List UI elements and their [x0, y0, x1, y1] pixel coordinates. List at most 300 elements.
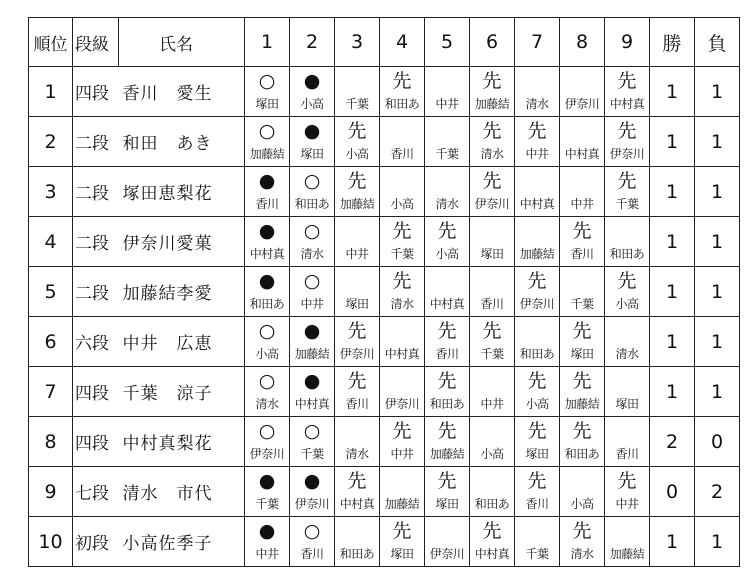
opponent-name: 香川: [480, 297, 504, 311]
round-cell: [290, 467, 335, 517]
opponent-name: 和田あ: [339, 547, 375, 561]
round-cell: [380, 217, 425, 267]
round-cell: [245, 267, 290, 317]
round-cell: [425, 517, 470, 567]
round-cell: [470, 267, 515, 317]
round-cell: [560, 517, 605, 567]
round-cell: [560, 167, 605, 217]
opponent-name: 中井: [435, 97, 459, 111]
result-mark: 先: [392, 520, 412, 542]
round-cell: [335, 167, 380, 217]
opponent-name: 伊奈川: [384, 397, 420, 411]
opponent-name: 香川: [435, 347, 459, 361]
opponent-name: 中村真: [474, 547, 510, 561]
result-mark: 先: [617, 170, 637, 192]
player-row: [29, 217, 740, 267]
opponent-name: 中井: [525, 147, 549, 161]
round-cell: [335, 467, 380, 517]
opponent-name: 中井: [570, 197, 594, 211]
round-cell: [380, 467, 425, 517]
result-mark: ○: [303, 520, 321, 542]
opponent-name: 伊奈川: [519, 297, 555, 311]
result-mark: ○: [258, 420, 276, 442]
result-mark: 先: [527, 120, 547, 142]
result-mark: ○: [303, 170, 321, 192]
player-row: [29, 167, 740, 217]
opponent-name: 和田あ: [429, 397, 465, 411]
round-cell: [470, 467, 515, 517]
wins-cell: 1: [650, 217, 695, 267]
round-cell: [245, 417, 290, 467]
opponent-name: 千葉: [255, 497, 279, 511]
losses-cell: 1: [695, 367, 740, 417]
round-cell: [290, 267, 335, 317]
player-name: 和田 あき: [119, 117, 245, 167]
result-mark: ●: [258, 470, 276, 492]
result-mark: 先: [572, 420, 592, 442]
header-round-5: 5: [425, 18, 470, 67]
round-cell: [515, 167, 560, 217]
rank-cell: 9: [29, 467, 73, 517]
round-cell: [560, 67, 605, 117]
player-name: 中井 広恵: [119, 317, 245, 367]
result-mark: 先: [572, 320, 592, 342]
round-cell: [425, 317, 470, 367]
standings-table: [28, 17, 740, 567]
result-mark: 先: [482, 70, 502, 92]
round-cell: [605, 217, 650, 267]
result-mark: ●: [258, 520, 276, 542]
header-round-6: 6: [470, 18, 515, 67]
result-mark: ○: [258, 70, 276, 92]
header-losses: 負: [695, 18, 740, 67]
result-mark: 先: [437, 470, 457, 492]
losses-cell: 1: [695, 67, 740, 117]
header-round-3: 3: [335, 18, 380, 67]
round-cell: [380, 117, 425, 167]
opponent-name: 小高: [345, 147, 369, 161]
result-mark: 先: [617, 470, 637, 492]
result-mark: 先: [527, 270, 547, 292]
opponent-name: 清水: [300, 247, 324, 261]
round-cell: [245, 217, 290, 267]
header-round-7: 7: [515, 18, 560, 67]
round-cell: [290, 117, 335, 167]
result-mark: ●: [258, 270, 276, 292]
round-cell: [290, 517, 335, 567]
losses-cell: 1: [695, 267, 740, 317]
round-cell: [380, 317, 425, 367]
opponent-name: 加藤結: [519, 247, 555, 261]
round-cell: [380, 267, 425, 317]
round-cell: [470, 117, 515, 167]
rank-cell: 8: [29, 417, 73, 467]
result-mark: ○: [303, 220, 321, 242]
opponent-name: 小高: [255, 347, 279, 361]
result-mark: 先: [482, 170, 502, 192]
wins-cell: 1: [650, 67, 695, 117]
round-cell: [425, 267, 470, 317]
result-mark: ●: [303, 70, 321, 92]
wins-cell: 0: [650, 467, 695, 517]
result-mark: 先: [617, 120, 637, 142]
round-cell: [515, 117, 560, 167]
result-mark: 先: [527, 420, 547, 442]
round-cell: [515, 467, 560, 517]
dan-cell: 二段: [73, 167, 119, 217]
opponent-name: 千葉: [390, 247, 414, 261]
opponent-name: 清水: [525, 97, 549, 111]
player-row: [29, 267, 740, 317]
round-cell: [470, 417, 515, 467]
result-mark: 先: [572, 220, 592, 242]
player-name: 伊奈川愛菓: [119, 217, 245, 267]
opponent-name: 伊奈川: [564, 97, 600, 111]
round-cell: [515, 417, 560, 467]
result-mark: 先: [437, 420, 457, 442]
player-name: 塚田恵梨花: [119, 167, 245, 217]
round-cell: [335, 117, 380, 167]
player-row: [29, 517, 740, 567]
wins-cell: 1: [650, 117, 695, 167]
opponent-name: 香川: [615, 447, 639, 461]
round-cell: [470, 67, 515, 117]
opponent-name: 和田あ: [609, 247, 645, 261]
round-cell: [245, 167, 290, 217]
round-cell: [605, 117, 650, 167]
round-cell: [290, 167, 335, 217]
round-cell: [335, 367, 380, 417]
round-cell: [335, 67, 380, 117]
result-mark: 先: [482, 520, 502, 542]
rank-cell: 1: [29, 67, 73, 117]
opponent-name: 小高: [300, 97, 324, 111]
round-cell: [335, 517, 380, 567]
round-cell: [290, 67, 335, 117]
round-cell: [380, 417, 425, 467]
header-name: 氏名: [119, 18, 245, 67]
rank-cell: 6: [29, 317, 73, 367]
result-mark: ○: [303, 270, 321, 292]
wins-cell: 2: [650, 417, 695, 467]
result-mark: ●: [258, 170, 276, 192]
opponent-name: 和田あ: [294, 197, 330, 211]
opponent-name: 中村真: [564, 147, 600, 161]
round-cell: [245, 517, 290, 567]
losses-cell: 1: [695, 217, 740, 267]
header-wins: 勝: [650, 18, 695, 67]
round-cell: [245, 367, 290, 417]
losses-cell: 2: [695, 467, 740, 517]
player-name: 加藤結李愛: [119, 267, 245, 317]
losses-cell: 0: [695, 417, 740, 467]
rank-cell: 2: [29, 117, 73, 167]
round-cell: [560, 267, 605, 317]
opponent-name: 中井: [390, 447, 414, 461]
opponent-name: 中井: [255, 547, 279, 561]
opponent-name: 塚田: [300, 147, 324, 161]
round-cell: [425, 117, 470, 167]
opponent-name: 伊奈川: [249, 447, 285, 461]
result-mark: 先: [347, 470, 367, 492]
opponent-name: 塚田: [480, 247, 504, 261]
player-name: 小高佐季子: [119, 517, 245, 567]
rank-cell: 4: [29, 217, 73, 267]
opponent-name: 小高: [480, 447, 504, 461]
round-cell: [560, 417, 605, 467]
round-cell: [290, 417, 335, 467]
result-mark: ○: [258, 370, 276, 392]
round-cell: [470, 367, 515, 417]
opponent-name: 和田あ: [249, 297, 285, 311]
round-cell: [245, 467, 290, 517]
wins-cell: 1: [650, 317, 695, 367]
result-mark: ●: [303, 470, 321, 492]
result-mark: 先: [617, 270, 637, 292]
opponent-name: 塚田: [525, 447, 549, 461]
opponent-name: 和田あ: [519, 347, 555, 361]
round-cell: [560, 217, 605, 267]
result-mark: 先: [392, 270, 412, 292]
player-name: 清水 市代: [119, 467, 245, 517]
round-cell: [425, 67, 470, 117]
round-cell: [425, 417, 470, 467]
opponent-name: 香川: [570, 247, 594, 261]
opponent-name: 加藤結: [474, 97, 510, 111]
opponent-name: 中村真: [249, 247, 285, 261]
player-row: [29, 417, 740, 467]
opponent-name: 加藤結: [564, 397, 600, 411]
opponent-name: 小高: [435, 247, 459, 261]
opponent-name: 清水: [570, 547, 594, 561]
opponent-name: 香川: [525, 497, 549, 511]
round-cell: [605, 517, 650, 567]
result-mark: 先: [392, 420, 412, 442]
opponent-name: 加藤結: [429, 447, 465, 461]
opponent-name: 塚田: [615, 397, 639, 411]
opponent-name: 中村真: [384, 347, 420, 361]
opponent-name: 清水: [345, 447, 369, 461]
result-mark: 先: [527, 370, 547, 392]
losses-cell: 1: [695, 317, 740, 367]
player-row: [29, 317, 740, 367]
result-mark: ●: [258, 220, 276, 242]
opponent-name: 伊奈川: [339, 347, 375, 361]
round-cell: [335, 417, 380, 467]
header-rank: 順位: [29, 18, 73, 67]
player-row: [29, 117, 740, 167]
opponent-name: 塚田: [390, 547, 414, 561]
result-mark: 先: [437, 220, 457, 242]
opponent-name: 和田あ: [474, 497, 510, 511]
opponent-name: 清水: [390, 297, 414, 311]
opponent-name: 千葉: [570, 297, 594, 311]
round-cell: [515, 367, 560, 417]
opponent-name: 伊奈川: [294, 497, 330, 511]
opponent-name: 中井: [300, 297, 324, 311]
round-cell: [560, 117, 605, 167]
dan-cell: 初段: [73, 517, 119, 567]
result-mark: 先: [347, 370, 367, 392]
result-mark: 先: [572, 520, 592, 542]
rank-cell: 3: [29, 167, 73, 217]
header-row: [29, 18, 740, 67]
opponent-name: 清水: [480, 147, 504, 161]
round-cell: [470, 317, 515, 367]
dan-cell: 二段: [73, 117, 119, 167]
round-cell: [605, 67, 650, 117]
dan-cell: 七段: [73, 467, 119, 517]
result-mark: 先: [437, 320, 457, 342]
round-cell: [515, 67, 560, 117]
round-cell: [380, 167, 425, 217]
header-round-2: 2: [290, 18, 335, 67]
round-cell: [470, 167, 515, 217]
round-cell: [515, 517, 560, 567]
player-name: 中村真梨花: [119, 417, 245, 467]
opponent-name: 伊奈川: [609, 147, 645, 161]
opponent-name: 中井: [615, 497, 639, 511]
round-cell: [380, 67, 425, 117]
result-mark: 先: [392, 70, 412, 92]
header-round-1: 1: [245, 18, 290, 67]
round-cell: [515, 217, 560, 267]
round-cell: [245, 317, 290, 367]
round-cell: [605, 367, 650, 417]
opponent-name: 塚田: [255, 97, 279, 111]
round-cell: [560, 317, 605, 367]
opponent-name: 小高: [570, 497, 594, 511]
round-cell: [335, 267, 380, 317]
round-cell: [605, 467, 650, 517]
player-row: [29, 367, 740, 417]
opponent-name: 塚田: [435, 497, 459, 511]
round-cell: [515, 317, 560, 367]
result-mark: 先: [347, 320, 367, 342]
header-round-4: 4: [380, 18, 425, 67]
opponent-name: 和田あ: [564, 447, 600, 461]
opponent-name: 香川: [300, 547, 324, 561]
opponent-name: 加藤結: [609, 547, 645, 561]
round-cell: [245, 67, 290, 117]
opponent-name: 小高: [390, 197, 414, 211]
result-mark: 先: [617, 70, 637, 92]
opponent-name: 香川: [390, 147, 414, 161]
opponent-name: 中村真: [609, 97, 645, 111]
standings-body: [29, 67, 740, 567]
round-cell: [515, 267, 560, 317]
losses-cell: 1: [695, 517, 740, 567]
result-mark: 先: [347, 120, 367, 142]
result-mark: 先: [347, 170, 367, 192]
header-dan: 段級: [73, 18, 119, 67]
round-cell: [425, 217, 470, 267]
round-cell: [290, 317, 335, 367]
dan-cell: 四段: [73, 67, 119, 117]
round-cell: [470, 517, 515, 567]
player-name: 香川 愛生: [119, 67, 245, 117]
opponent-name: 香川: [345, 397, 369, 411]
opponent-name: 加藤結: [249, 147, 285, 161]
dan-cell: 四段: [73, 417, 119, 467]
player-name: 千葉 涼子: [119, 367, 245, 417]
result-mark: ○: [258, 120, 276, 142]
result-mark: 先: [482, 120, 502, 142]
result-mark: ●: [303, 370, 321, 392]
opponent-name: 中井: [480, 397, 504, 411]
opponent-name: 中井: [345, 247, 369, 261]
round-cell: [425, 167, 470, 217]
result-mark: ●: [303, 120, 321, 142]
header-round-8: 8: [560, 18, 605, 67]
round-cell: [560, 367, 605, 417]
opponent-name: 千葉: [435, 147, 459, 161]
wins-cell: 1: [650, 367, 695, 417]
opponent-name: 香川: [255, 197, 279, 211]
round-cell: [605, 167, 650, 217]
result-mark: ○: [303, 420, 321, 442]
round-cell: [605, 317, 650, 367]
round-cell: [380, 367, 425, 417]
round-cell: [335, 317, 380, 367]
header-round-9: 9: [605, 18, 650, 67]
opponent-name: 千葉: [345, 97, 369, 111]
wins-cell: 1: [650, 267, 695, 317]
wins-cell: 1: [650, 517, 695, 567]
opponent-name: 加藤結: [294, 347, 330, 361]
dan-cell: 六段: [73, 317, 119, 367]
result-mark: ○: [258, 320, 276, 342]
opponent-name: 千葉: [615, 197, 639, 211]
round-cell: [560, 467, 605, 517]
opponent-name: 加藤結: [384, 497, 420, 511]
round-cell: [605, 267, 650, 317]
rank-cell: 7: [29, 367, 73, 417]
result-mark: ●: [303, 320, 321, 342]
wins-cell: 1: [650, 167, 695, 217]
opponent-name: 加藤結: [339, 197, 375, 211]
opponent-name: 和田あ: [384, 97, 420, 111]
player-row: [29, 467, 740, 517]
losses-cell: 1: [695, 167, 740, 217]
dan-cell: 四段: [73, 367, 119, 417]
opponent-name: 塚田: [570, 347, 594, 361]
opponent-name: 中村真: [429, 297, 465, 311]
round-cell: [290, 367, 335, 417]
losses-cell: 1: [695, 117, 740, 167]
round-cell: [335, 217, 380, 267]
dan-cell: 二段: [73, 217, 119, 267]
opponent-name: 千葉: [300, 447, 324, 461]
rank-cell: 5: [29, 267, 73, 317]
opponent-name: 伊奈川: [474, 197, 510, 211]
round-cell: [290, 217, 335, 267]
opponent-name: 塚田: [345, 297, 369, 311]
opponent-name: 清水: [615, 347, 639, 361]
round-cell: [470, 217, 515, 267]
opponent-name: 小高: [615, 297, 639, 311]
round-cell: [605, 417, 650, 467]
result-mark: 先: [527, 470, 547, 492]
opponent-name: 伊奈川: [429, 547, 465, 561]
opponent-name: 中村真: [294, 397, 330, 411]
round-cell: [425, 367, 470, 417]
player-row: [29, 67, 740, 117]
opponent-name: 清水: [255, 397, 279, 411]
result-mark: 先: [572, 370, 592, 392]
result-mark: 先: [437, 370, 457, 392]
opponent-name: 清水: [435, 197, 459, 211]
